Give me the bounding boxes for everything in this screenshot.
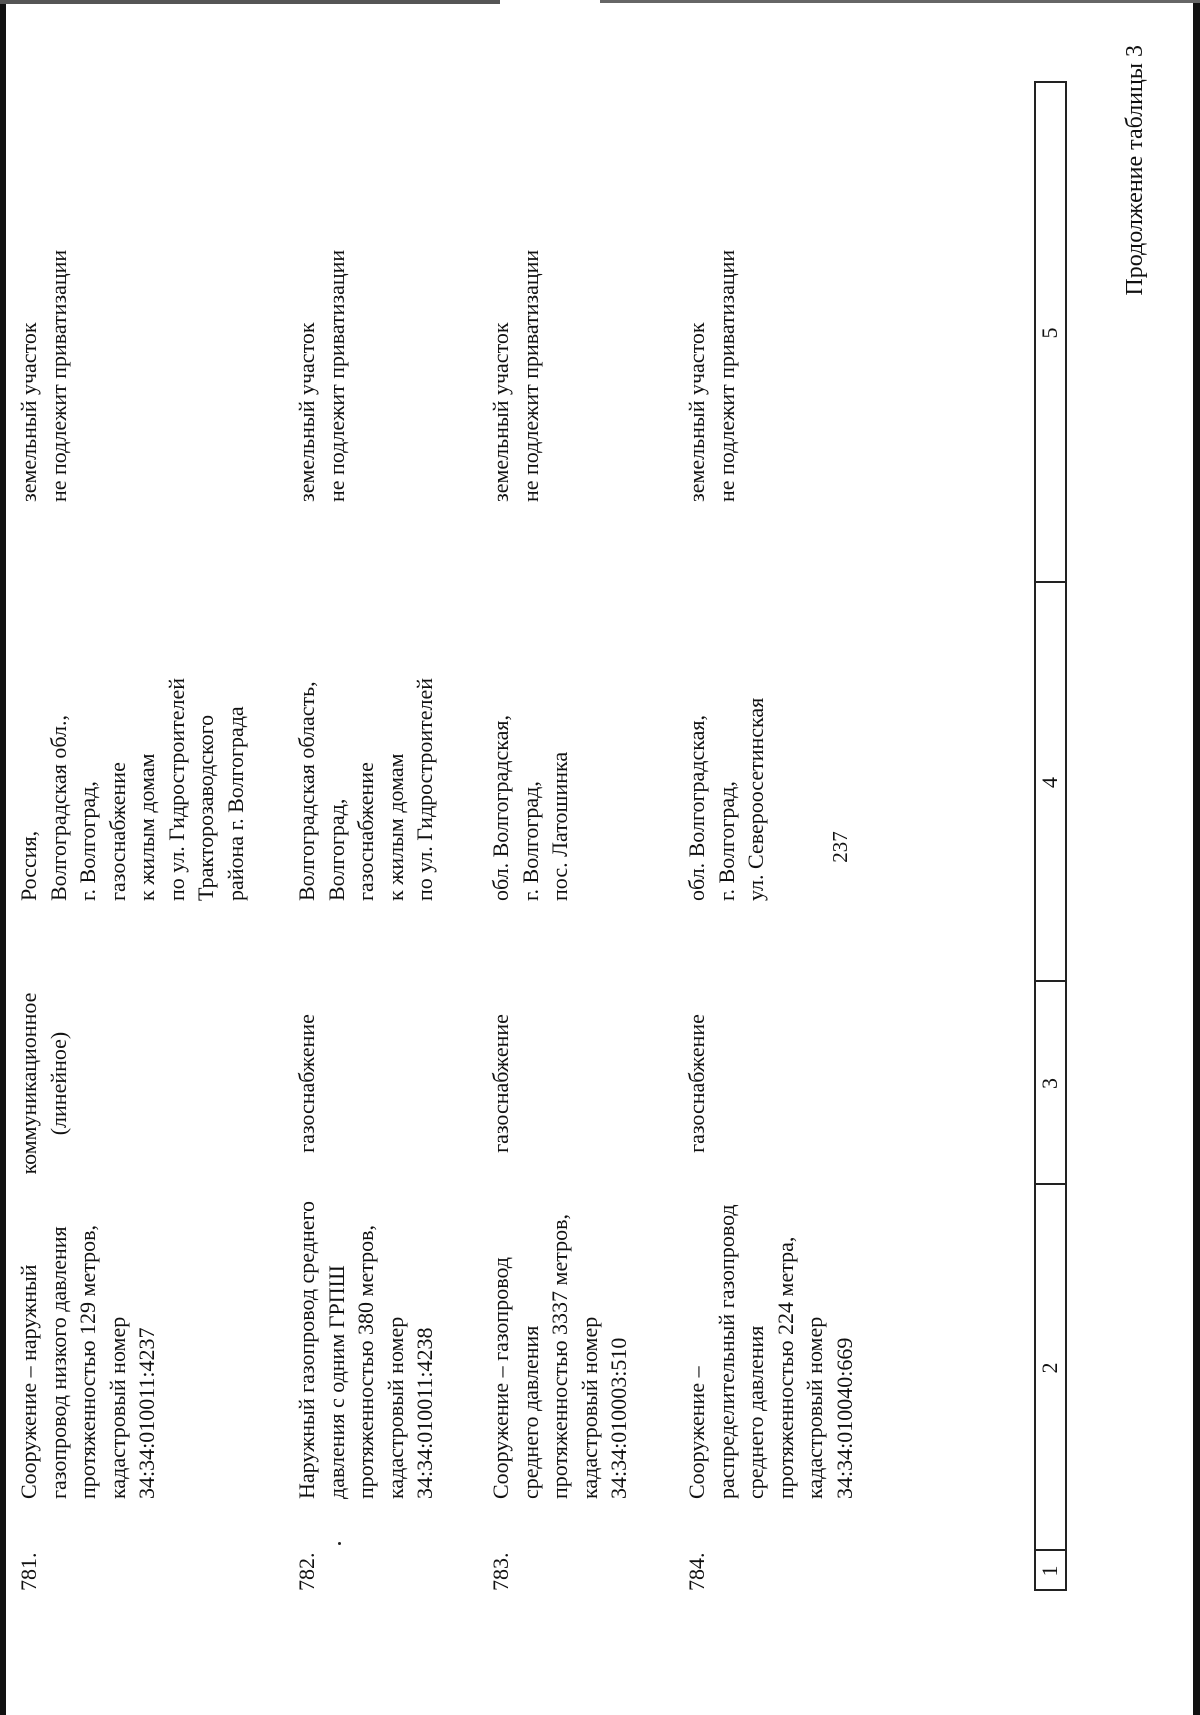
object-address: обл. Волгоградская, г. Волгоград, ул. Североосетинская (684, 697, 768, 901)
object-purpose: газоснабжение (294, 1014, 319, 1153)
table-rule-header (1065, 81, 1067, 1591)
object-purpose: газоснабжение (684, 1014, 709, 1153)
object-note: земельный участок не подлежит приватизации (16, 249, 71, 502)
column-number-4: 4 (1037, 777, 1062, 788)
object-description: Наружный газопровод среднего давления с одним ГРПШ протяженностью 380 метров, кадастровый номер 34:34:010011:4238 (294, 1201, 437, 1499)
object-address: Волгоградская область, Волгоград, газоснабжение к жилым домам по ул. Гидростроителей (294, 678, 437, 901)
object-note: земельный участок не подлежит приватизации (294, 249, 349, 502)
continuation-label: Продолжение таблицы 3 (1122, 45, 1148, 296)
column-number-5: 5 (1037, 327, 1062, 339)
object-description: Сооружение – газопровод среднего давления протяженностью 3337 метров, кадастровый номер 34:34:010003:510 (488, 1213, 631, 1499)
object-purpose: газоснабжение (488, 1014, 513, 1153)
row-number: 782. (294, 1552, 319, 1591)
row-number: 783. (488, 1552, 513, 1591)
object-purpose: коммуникационное (линейное) (16, 992, 71, 1175)
object-address: Россия, Волгоградская обл., г. Волгоград, газоснабжение к жилым домам по ул. Гидростроителей Тракторозаводского района г. Волгограда (16, 678, 248, 901)
object-description: Сооружение – наружный газопровод низкого давления протяженностью 129 метров, кадастровый номер 34:34:010011:4237 (16, 1224, 159, 1499)
column-number-1: 1 (1037, 1565, 1062, 1577)
object-note: земельный участок не подлежит приватизации (684, 249, 739, 502)
column-number-3: 3 (1037, 1078, 1062, 1089)
page-number: 237 (828, 831, 852, 863)
row-number: 784. (684, 1552, 709, 1591)
object-description: Сооружение – распределительный газопровод среднего давления протяженностью 224 метра, кадастровый номер 34:34:010040:669 (684, 1204, 857, 1499)
object-address: обл. Волгоградская, г. Волгоград, пос. Латошинка (488, 715, 572, 901)
column-number-2: 2 (1037, 1362, 1062, 1374)
row-number: 781. (16, 1552, 41, 1591)
object-note: земельный участок не подлежит приватизации (488, 249, 543, 502)
